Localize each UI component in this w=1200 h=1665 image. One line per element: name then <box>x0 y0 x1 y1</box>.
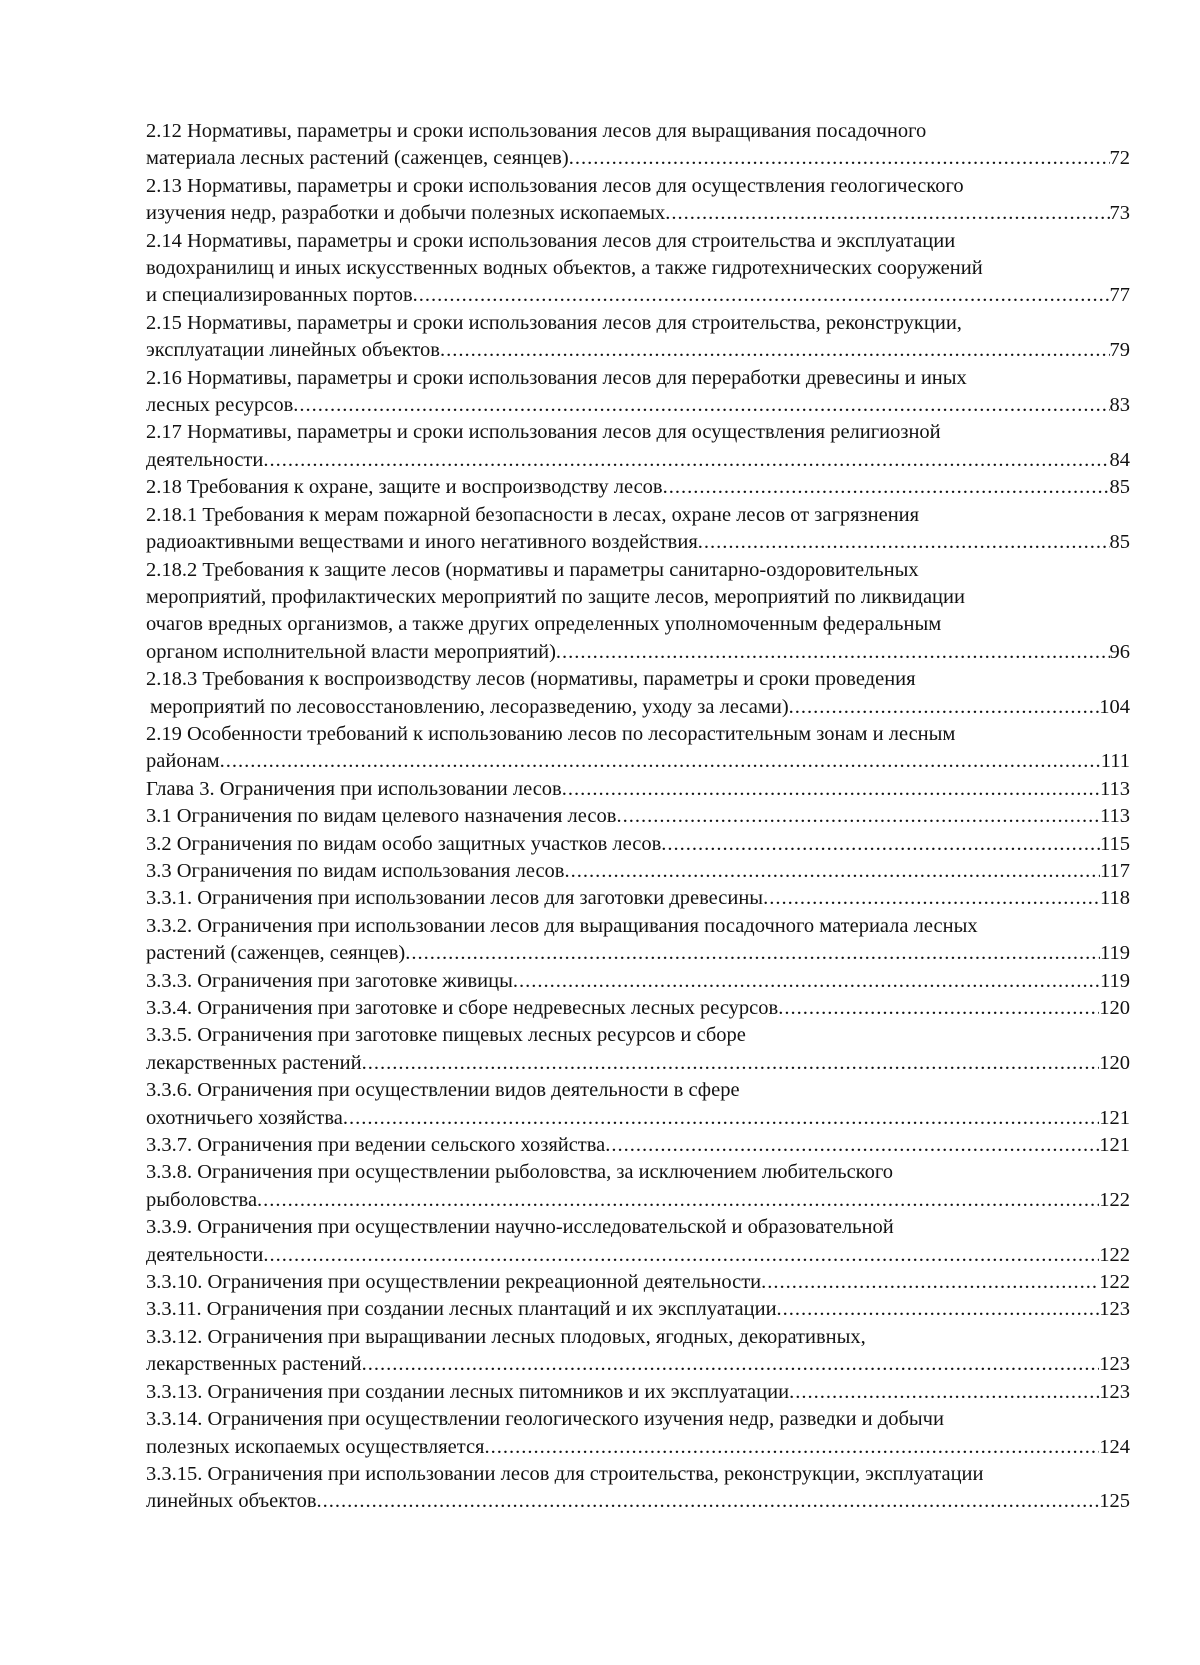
toc-entry-title: изучения недр, разработки и добычи полезных ископаемых <box>146 202 666 225</box>
toc-page-number: 121 <box>1099 1106 1130 1129</box>
dot-leader <box>698 529 1110 556</box>
toc-entry-last-line <box>146 1488 1130 1515</box>
toc-entry-title: лекарственных растений <box>146 1051 362 1074</box>
toc-entry-last-line <box>146 1269 1130 1296</box>
dot-leader <box>616 803 1100 830</box>
toc-entry-title: эксплуатации линейных объектов <box>146 339 440 362</box>
toc-page-number: 115 <box>1100 832 1130 855</box>
toc-entry <box>146 1214 1130 1269</box>
dot-leader <box>413 282 1110 309</box>
toc-entry-last-line <box>146 200 1130 227</box>
toc-entry-last-line <box>146 529 1130 556</box>
toc-entry-last-line <box>146 803 1130 830</box>
dot-leader <box>556 639 1110 666</box>
toc-entry-title: 3.3.7. Ограничения при ведении сельского хозяйства <box>146 1134 606 1157</box>
toc-entry-last-line <box>146 1379 1130 1406</box>
toc-entry <box>146 502 1130 557</box>
toc-entry-line: водохранилищ и иных искусственных водных объектов, а также гидротехнических сооружений <box>146 257 983 280</box>
dot-leader <box>789 694 1100 721</box>
toc-entry <box>146 1406 1130 1461</box>
toc-entry-last-line <box>146 940 1130 967</box>
toc-page-number: 73 <box>1109 202 1130 225</box>
toc-entry-line: мероприятий, профилактических мероприятий по защите лесов, мероприятий по ликвидации <box>146 585 965 608</box>
dot-leader <box>513 968 1100 995</box>
dot-leader <box>569 145 1110 172</box>
dot-leader <box>220 748 1101 775</box>
toc-page-number: 120 <box>1099 1051 1130 1074</box>
toc-entry-last-line <box>146 1242 1130 1269</box>
toc-entry <box>146 885 1130 912</box>
dot-leader <box>263 1242 1099 1269</box>
dot-leader <box>763 885 1100 912</box>
toc-entry-last-line <box>146 1351 1130 1378</box>
dot-leader <box>661 831 1100 858</box>
toc-entry <box>146 995 1130 1022</box>
toc-entry-title: 3.1 Ограничения по видам целевого назначения лесов <box>146 805 617 828</box>
toc-entry-last-line <box>146 831 1130 858</box>
toc-entry-line: 2.13 Нормативы, параметры и сроки использования лесов для осуществления геологического <box>146 174 964 197</box>
toc-entry-last-line <box>146 776 1130 803</box>
toc-entry <box>146 1132 1130 1159</box>
toc-entry-title: радиоактивными веществами и иного негативного воздействия <box>146 531 698 554</box>
toc-page-number: 123 <box>1099 1353 1130 1376</box>
toc-entry-last-line <box>146 1434 1130 1461</box>
toc-entry-title: растений (саженцев, сеянцев) <box>146 942 406 965</box>
toc-entry <box>146 1022 1130 1077</box>
toc-entry <box>146 173 1130 228</box>
toc-entry-title: Глава 3. Ограничения при использовании лесов <box>146 777 562 800</box>
toc-entry-title: 3.3.3. Ограничения при заготовке живицы <box>146 969 513 992</box>
toc-entry-last-line <box>146 639 1130 666</box>
toc-entry-last-line <box>146 282 1130 309</box>
toc-entry-last-line <box>146 748 1130 775</box>
toc-entry-title: материала лесных растений (саженцев, сеянцев) <box>146 147 569 170</box>
toc-entry-title: 3.2 Ограничения по видам особо защитных участков лесов <box>146 832 662 855</box>
toc-entry-last-line <box>146 1132 1130 1159</box>
toc-entry <box>146 721 1130 776</box>
toc-entry-title: органом исполнительной власти мероприятий) <box>146 640 556 663</box>
toc-page-number: 120 <box>1099 997 1130 1019</box>
toc-entry-title: 3.3.11. Ограничения при создании лесных плантаций и их эксплуатации <box>146 1298 777 1321</box>
toc-entry-last-line <box>146 885 1130 912</box>
toc-entry-line: 3.3.15. Ограничения при использовании лесов для строительства, реконструкции, эксплуатации <box>146 1462 984 1485</box>
toc-entry-line: 2.18.2 Требования к защите лесов (нормативы и параметры санитарно-оздоровительных <box>146 558 919 581</box>
toc-entry <box>146 1159 1130 1214</box>
dot-leader <box>440 337 1110 364</box>
toc-entry-title: 3.3.4. Ограничения при заготовке и сборе недревесных лесных ресурсов <box>146 997 779 1019</box>
dot-leader <box>665 200 1109 227</box>
toc-entry <box>146 228 1130 310</box>
toc-entry <box>146 419 1130 474</box>
toc-entry-last-line <box>146 447 1130 474</box>
toc-page-number: 79 <box>1109 339 1130 362</box>
toc-entry-title: линейных объектов <box>146 1490 317 1513</box>
toc-page-number: 113 <box>1100 805 1130 828</box>
toc-entry-title: деятельности <box>146 448 264 471</box>
dot-leader <box>293 392 1109 419</box>
toc-entry-title: 3.3.10. Ограничения при осуществлении рекреационной деятельности <box>146 1271 762 1294</box>
toc-entry-line: 2.18.1 Требования к мерам пожарной безопасности в лесах, охране лесов от загрязнения <box>146 503 920 526</box>
toc-page-number: 85 <box>1109 531 1130 554</box>
dot-leader <box>317 1488 1100 1515</box>
toc-entry-last-line <box>146 858 1130 885</box>
toc-entry-title: деятельности <box>146 1243 264 1266</box>
toc-entry <box>146 1077 1130 1132</box>
toc-page-number: 118 <box>1100 887 1130 910</box>
toc-entry-title: охотничьего хозяйства <box>146 1106 343 1129</box>
toc-page-number: 113 <box>1100 777 1130 800</box>
toc-entry <box>146 803 1130 830</box>
toc-entry <box>146 1296 1130 1323</box>
toc-entry-last-line <box>146 1296 1130 1323</box>
toc-entry-title: 3.3 Ограничения по видам использования лесов <box>146 859 565 882</box>
toc-entry-title: 3.3.13. Ограничения при создании лесных питомников и их эксплуатации <box>146 1380 790 1403</box>
toc-page-number: 96 <box>1109 640 1130 663</box>
toc-entry-title: рыболовства <box>146 1188 258 1211</box>
toc-entry-line: 2.17 Нормативы, параметры и сроки использования лесов для осуществления религиозной <box>146 421 941 444</box>
toc-entry-line: 2.12 Нормативы, параметры и сроки использования лесов для выращивания посадочного <box>146 120 927 142</box>
toc-entry-last-line <box>146 694 1130 721</box>
toc-entry-title: полезных ископаемых осуществляется <box>146 1435 485 1458</box>
toc-entry-last-line <box>146 392 1130 419</box>
toc-entry-line: 3.3.12. Ограничения при выращивании лесных плодовых, ягодных, декоративных, <box>146 1325 866 1348</box>
toc-entry-title: 2.18 Требования к охране, защите и воспроизводству лесов <box>146 476 663 499</box>
toc-entry-line: 2.16 Нормативы, параметры и сроки использования лесов для переработки древесины и иных <box>146 366 967 389</box>
dot-leader <box>778 995 1099 1022</box>
toc-page-number: 83 <box>1109 394 1130 417</box>
toc-page-number: 85 <box>1109 476 1130 499</box>
toc-entry <box>146 831 1130 858</box>
toc-entry <box>146 1461 1130 1516</box>
toc-entry-line: 3.3.9. Ограничения при осуществлении научно-исследовательской и образовательной <box>146 1216 894 1239</box>
toc-entry-title: районам <box>146 750 220 773</box>
toc-entry <box>146 557 1130 667</box>
toc-entry-line: очагов вредных организмов, а также других определенных уполномоченным федеральным <box>146 613 942 636</box>
toc-entry <box>146 776 1130 803</box>
toc-page-number: 123 <box>1099 1298 1130 1321</box>
toc-entry-line: 3.3.5. Ограничения при заготовке пищевых лесных ресурсов и сборе <box>146 1024 746 1047</box>
toc-entry-line: 2.15 Нормативы, параметры и сроки использования лесов для строительства, реконструкции, <box>146 311 962 334</box>
toc-page-number: 119 <box>1100 942 1130 965</box>
toc-entry-title: лекарственных растений <box>146 1353 362 1376</box>
toc-entry <box>146 365 1130 420</box>
toc-entry-last-line <box>146 968 1130 995</box>
dot-leader <box>362 1351 1100 1378</box>
toc-entry-last-line <box>146 1050 1130 1077</box>
toc-page-number: 125 <box>1099 1490 1130 1513</box>
toc-entry <box>146 118 1130 173</box>
toc-entry-title: лесных ресурсов <box>146 394 294 417</box>
toc-entry-last-line <box>146 995 1130 1022</box>
dot-leader <box>564 858 1100 885</box>
dot-leader <box>761 1269 1099 1296</box>
toc-page-number: 72 <box>1109 147 1130 170</box>
toc-entry <box>146 310 1130 365</box>
toc-entry-last-line <box>146 145 1130 172</box>
toc-page-number: 77 <box>1109 284 1130 307</box>
dot-leader <box>605 1132 1099 1159</box>
toc-page-number: 124 <box>1099 1435 1130 1458</box>
toc-page-number: 104 <box>1099 695 1130 718</box>
toc-entry <box>146 968 1130 995</box>
toc-entry <box>146 913 1130 968</box>
toc-page-number: 121 <box>1099 1134 1130 1157</box>
toc-entry-line: 3.3.6. Ограничения при осуществлении видов деятельности в сфере <box>146 1079 740 1102</box>
toc-entry-title: и специализированных портов <box>146 284 413 307</box>
toc-entry <box>146 474 1130 501</box>
toc-page-number: 119 <box>1100 969 1130 992</box>
toc-entry <box>146 858 1130 885</box>
toc-entry <box>146 1379 1130 1406</box>
toc-entry-title: мероприятий по лесовосстановлению, лесоразведению, уходу за лесами) <box>150 695 789 718</box>
toc-entry-line: 2.18.3 Требования к воспроизводству лесов (нормативы, параметры и сроки проведения <box>146 668 916 691</box>
dot-leader <box>484 1434 1099 1461</box>
toc-entry-last-line <box>146 337 1130 364</box>
toc-page-number: 122 <box>1099 1271 1130 1294</box>
toc-page-number: 123 <box>1099 1380 1130 1403</box>
toc-page-number: 84 <box>1109 448 1130 471</box>
dot-leader <box>362 1050 1100 1077</box>
toc-page-number: 122 <box>1099 1243 1130 1266</box>
dot-leader <box>663 474 1110 501</box>
toc-page-number: 122 <box>1099 1188 1130 1211</box>
toc-entry-last-line <box>146 1105 1130 1132</box>
toc-entry-line: 3.3.14. Ограничения при осуществлении геологического изучения недр, разведки и добычи <box>146 1408 944 1431</box>
dot-leader <box>257 1187 1099 1214</box>
toc-entry-line: 2.19 Особенности требований к использованию лесов по лесорастительным зонам и лесным <box>146 722 956 745</box>
toc-entry-title: 3.3.1. Ограничения при использовании лесов для заготовки древесины <box>146 887 764 910</box>
dot-leader <box>789 1379 1099 1406</box>
toc-entry <box>146 1324 1130 1379</box>
toc-entry <box>146 1269 1130 1296</box>
dot-leader <box>562 776 1100 803</box>
toc-entry-last-line <box>146 1187 1130 1214</box>
toc-entry-last-line <box>146 474 1130 501</box>
toc-entry <box>146 666 1130 721</box>
toc-page-number: 111 <box>1100 750 1130 773</box>
dot-leader <box>343 1105 1099 1132</box>
toc-entry-line: 2.14 Нормативы, параметры и сроки использования лесов для строительства и эксплуатации <box>146 229 956 252</box>
dot-leader <box>263 447 1109 474</box>
toc-page-number: 117 <box>1100 859 1130 882</box>
dot-leader <box>777 1296 1100 1323</box>
toc-entry-line: 3.3.8. Ограничения при осуществлении рыболовства, за исключением любительского <box>146 1161 893 1184</box>
table-of-contents <box>146 118 1130 1516</box>
dot-leader <box>405 940 1100 967</box>
toc-entry-line: 3.3.2. Ограничения при использовании лесов для выращивания посадочного материала лесных <box>146 914 978 937</box>
